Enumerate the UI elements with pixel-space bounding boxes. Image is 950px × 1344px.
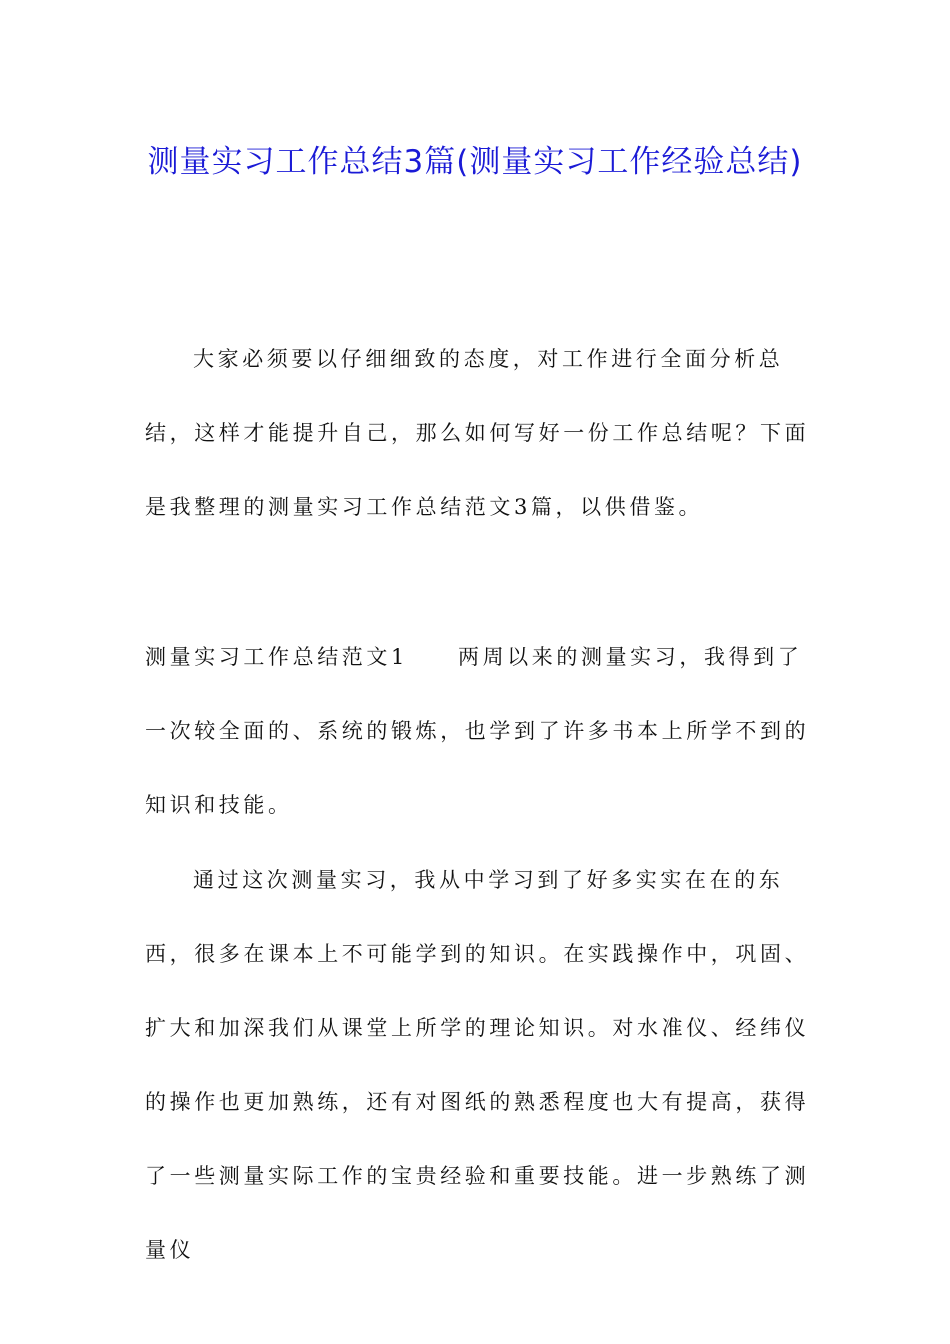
section1-paragraph-1: 两周以来的测量实习，我得到了一次较全面的、系统的锻炼，也学到了许多书本上所学不到的知识和技能。	[145, 645, 810, 817]
section1-paragraph-2: 通过这次测量实习，我从中学习到了好多实实在在的东西，很多在课本上不可能学到的知识。在实践操作中，巩固、扩大和加深我们从课堂上所学的理论知识。对水准仪、经纬仪的操作也更加熟练，还有对图纸的熟悉程度也大有提高，获得了一些测量实际工作的宝贵经验和重要技能。进一步熟练了测量仪	[145, 868, 810, 1262]
intro-paragraph: 大家必须要以仔细细致的态度，对工作进行全面分析总结，这样才能提升自己，那么如何写好一份工作总结呢？下面是我整理的测量实习工作总结范文3篇，以供借鉴。	[145, 347, 810, 519]
section1-heading: 测量实习工作总结范文1	[145, 645, 408, 669]
document-title: 测量实习工作总结3篇(测量实习工作经验总结)	[147, 144, 803, 180]
section1-first-paragraph	[145, 620, 810, 842]
